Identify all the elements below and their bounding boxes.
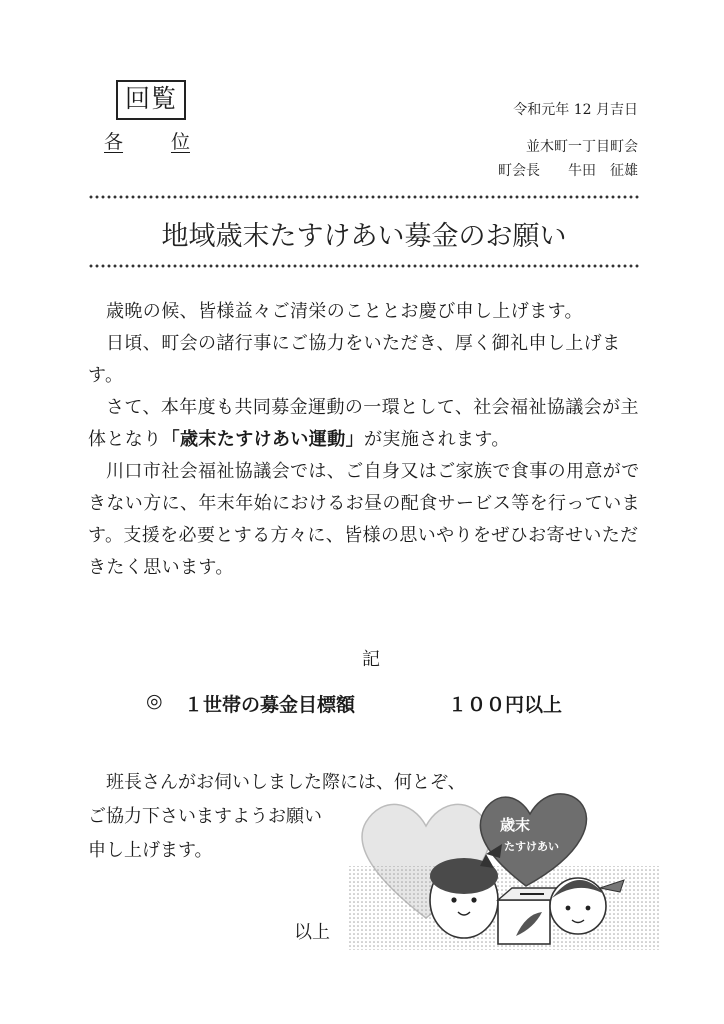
mascot-girl-eye-left	[451, 897, 456, 902]
ki-heading: 記	[362, 649, 380, 670]
closing-line-3: 申し上げます。	[88, 840, 213, 861]
addressee-char-2: 位	[170, 131, 190, 153]
target-mark: ◎	[146, 690, 163, 712]
addressee	[104, 130, 190, 154]
paragraph-thanks: 日頃、町会の諸行事にご協力をいただき、厚く御礼申し上げます。	[88, 333, 621, 386]
mascot-boy-eye-left	[566, 906, 571, 911]
paragraph-campaign	[88, 392, 640, 456]
page-title: 地域歳末たすけあい募金のお願い	[161, 221, 567, 252]
association-name: 並木町一丁目町会	[526, 139, 638, 155]
issue-date: 令和元年 12 月吉日	[513, 102, 638, 118]
chair-signature	[498, 160, 638, 180]
circulation-stamp: 回覧	[116, 80, 186, 120]
campaign-text-a: さて、本年度も共同募金運動の一環として、社会福祉協議会が主体となり	[88, 397, 639, 450]
letter-body	[88, 296, 640, 584]
donation-box	[498, 900, 550, 944]
heart-sign-line-2: たすけあい	[504, 840, 559, 853]
paragraph-greeting: 歳晩の候、皆様益々ご清栄のこととお慶び申し上げます。	[106, 301, 583, 322]
addressee-char-1: 各	[104, 131, 124, 153]
mascot-boy-eye-right	[586, 906, 591, 911]
chair-name: 牛田 征雄	[568, 163, 638, 179]
mascot-illustration	[348, 768, 660, 950]
campaign-text-c: が実施されます。	[364, 429, 510, 450]
mascot-girl-eye-right	[471, 897, 476, 902]
heart-sign-line-1: 歳末	[500, 816, 531, 834]
paragraph-service: 川口市社会福祉協議会では、ご自身又はご家族で食事の用意ができない方に、年末年始におけるお昼の配食サービス等を行っています。支援を必要とする方々に、皆様の思いやりをぜひお寄せいただきたく思います。	[88, 461, 640, 578]
dotted-divider-bottom	[88, 264, 640, 268]
closing-line-2: ご協力下さいますようお願い	[88, 806, 322, 827]
target-label: １世帯の募金目標額	[184, 694, 356, 716]
target-amount: １００円以上	[448, 694, 563, 716]
dotted-divider-top	[88, 195, 640, 199]
campaign-name: 「歳末たすけあい運動」	[161, 429, 365, 450]
closing-ijo: 以上	[294, 922, 330, 943]
closing-line-1: 班長さんがお伺いしました際には、何とぞ、	[106, 772, 466, 793]
chair-role: 町会長	[498, 163, 540, 179]
